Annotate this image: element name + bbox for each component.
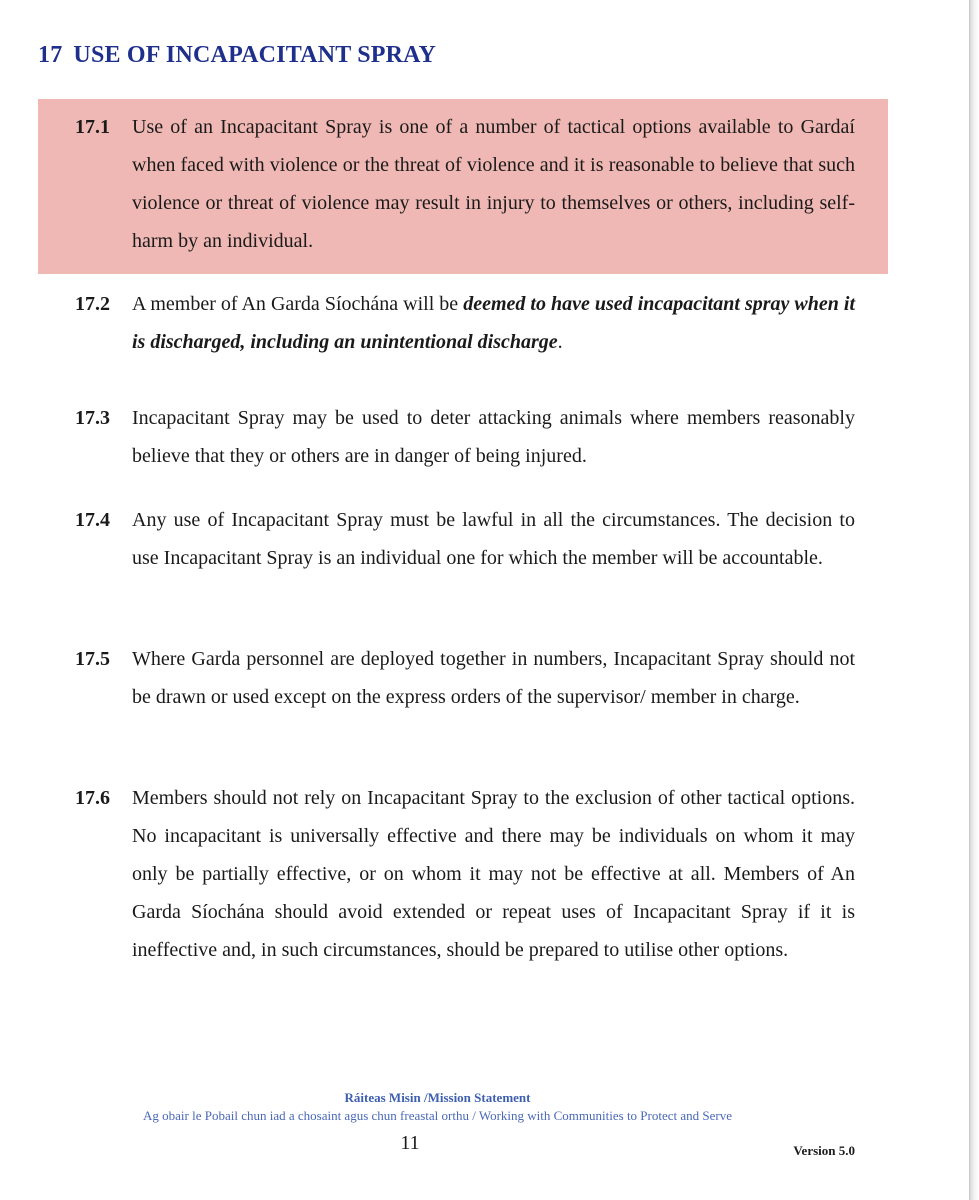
paragraph-number: 17.4 bbox=[75, 509, 110, 531]
version-label: Version 5.0 bbox=[793, 1143, 855, 1158]
section-number: 17 bbox=[38, 42, 63, 68]
paragraph-17-6 bbox=[75, 779, 855, 969]
section-title: USE OF INCAPACITANT SPRAY bbox=[73, 42, 437, 68]
paragraph-text-lead: A member of An Garda Síochána will be bbox=[132, 293, 464, 315]
paragraph-17-3 bbox=[75, 399, 855, 475]
paragraph-number: 17.6 bbox=[75, 787, 110, 809]
paragraph-text: Incapacitant Spray may be used to deter attacking animals where members reasonably believe that they or others are in danger of being injured. bbox=[132, 407, 855, 467]
paragraph-text: Any use of Incapacitant Spray must be lawful in all the circumstances. The decision to use Incapacitant Spray is an individual one for which the member will be accountable. bbox=[132, 509, 855, 569]
page-number: 11 bbox=[400, 1132, 420, 1154]
paragraph-number: 17.2 bbox=[75, 293, 110, 315]
paragraph-number: 17.3 bbox=[75, 407, 110, 429]
footer-mission-statement: Ag obair le Pobail chun iad a chosaint agus chun freastal orthu / Working with Communities to Protect and Serve bbox=[142, 1108, 732, 1123]
paragraph-text-emphasis: deemed to have used incapacitant spray when it is discharged, including an unintentional discharge bbox=[132, 293, 855, 353]
paragraph-17-2 bbox=[75, 285, 855, 361]
paragraph-text: Use of an Incapacitant Spray is one of a number of tactical options available to Gardaí when faced with violence or the threat of violence and it is reasonable to believe that such violence or threat of violence may result in injury to themselves or others, including self-harm by an individual. bbox=[132, 116, 855, 252]
paragraph-text: Members should not rely on Incapacitant Spray to the exclusion of other tactical options. No incapacitant is universally effective and there may be individuals on whom it may only be partially effective, or on whom it may not be effective at all. Members of An Garda Síochána should avoid extended or repeat uses of Incapacitant Spray if it is ineffective and, in such circumstances, should be prepared to utilise other options. bbox=[132, 787, 855, 961]
paragraph-17-4 bbox=[75, 501, 855, 577]
page-edge-shadow bbox=[969, 0, 979, 1200]
section-heading bbox=[38, 42, 436, 69]
paragraph-text-tail: . bbox=[557, 331, 563, 353]
paragraph-number: 17.1 bbox=[75, 116, 110, 138]
paragraph-17-1 bbox=[75, 108, 855, 260]
paragraph-number: 17.5 bbox=[75, 648, 110, 670]
paragraph-text bbox=[132, 285, 855, 361]
paragraph-text: Where Garda personnel are deployed together in numbers, Incapacitant Spray should not be drawn or used except on the express orders of the supervisor/ member in charge. bbox=[132, 648, 855, 708]
footer-mission-title: Ráiteas Misin /Mission Statement bbox=[344, 1090, 531, 1105]
paragraph-17-5 bbox=[75, 640, 855, 716]
